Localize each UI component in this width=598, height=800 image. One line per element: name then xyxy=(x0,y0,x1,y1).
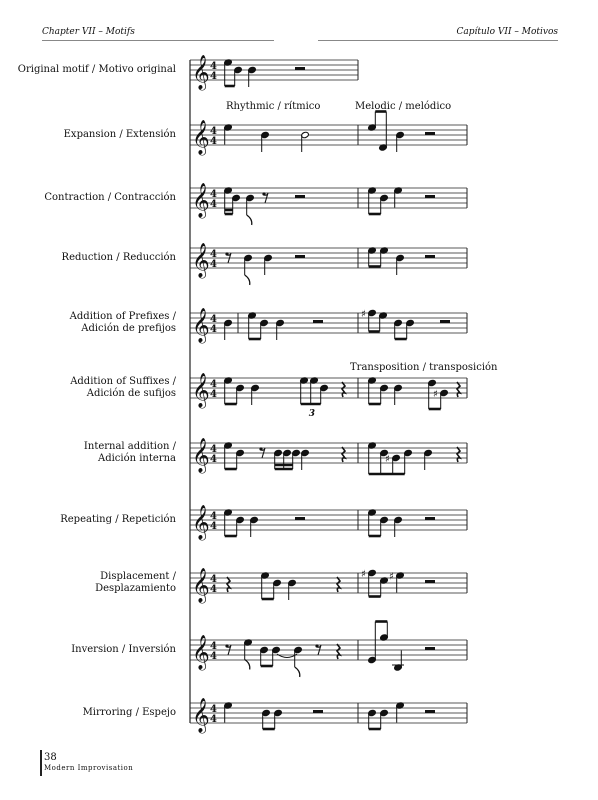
row-label-line: Inversion / Inversión xyxy=(71,644,176,655)
row-label-line: Repeating / Repetición xyxy=(60,514,176,525)
time-signature-top: 4 xyxy=(210,704,217,715)
quarter-rest xyxy=(337,577,340,592)
header-chapter-es: Capítulo VII – Motivos xyxy=(456,27,558,37)
time-signature-bottom: 4 xyxy=(210,324,217,335)
half-rest xyxy=(425,255,435,258)
half-rest xyxy=(313,320,323,323)
time-signature-bottom: 4 xyxy=(210,389,217,400)
time-signature-bottom: 4 xyxy=(210,651,217,662)
half-rest xyxy=(295,517,305,520)
row-label-line: Displacement / xyxy=(100,571,176,582)
header-chapter-en: Chapter VII – Motifs xyxy=(42,27,135,37)
treble-clef: 𝄞 xyxy=(192,183,210,218)
treble-clef: 𝄞 xyxy=(192,505,210,540)
row-label-line: Adición de prefijos xyxy=(81,323,176,334)
half-rest xyxy=(425,195,435,198)
row-label-line: Desplazamiento xyxy=(95,583,176,594)
quarter-rest xyxy=(342,382,345,397)
treble-clef: 𝄞 xyxy=(192,698,210,733)
annotation-transposition: Transposition / transposición xyxy=(350,362,498,373)
time-signature-top: 4 xyxy=(210,444,217,455)
time-signature-bottom: 4 xyxy=(210,199,217,210)
time-signature-top: 4 xyxy=(210,126,217,137)
footer-bar xyxy=(40,750,42,776)
quarter-rest xyxy=(337,644,340,659)
treble-clef: 𝄞 xyxy=(192,120,210,155)
half-rest xyxy=(295,255,305,258)
page-number: 38 xyxy=(44,752,57,763)
treble-clef: 𝄞 xyxy=(192,438,210,473)
quarter-rest xyxy=(227,577,230,592)
tie xyxy=(277,654,297,658)
sharp-sign: ♯ xyxy=(361,569,366,580)
half-rest xyxy=(295,195,305,198)
time-signature-top: 4 xyxy=(210,511,217,522)
book-title: Modern Improvisation xyxy=(44,764,134,772)
row-label-line: Internal addition / xyxy=(83,441,176,452)
triplet-mark: 3 xyxy=(308,409,315,419)
sharp-sign: ♯ xyxy=(385,454,390,465)
row-label-line: Addition of Prefixes / xyxy=(69,311,176,322)
time-signature-bottom: 4 xyxy=(210,259,217,270)
quarter-rest xyxy=(342,447,345,462)
treble-clef: 𝄞 xyxy=(192,373,210,408)
note-flag xyxy=(247,215,252,225)
row-label-line: Mirroring / Espejo xyxy=(82,707,176,718)
time-signature-top: 4 xyxy=(210,641,217,652)
half-rest xyxy=(295,67,305,70)
half-rest xyxy=(425,132,435,135)
time-signature-bottom: 4 xyxy=(210,584,217,595)
time-signature-bottom: 4 xyxy=(210,136,217,147)
half-rest xyxy=(313,710,323,713)
time-signature-top: 4 xyxy=(210,379,217,390)
half-rest xyxy=(425,580,435,583)
row-label-line: Reduction / Reducción xyxy=(61,252,176,263)
row-label-line: Contraction / Contracción xyxy=(44,192,176,203)
time-signature-bottom: 4 xyxy=(210,714,217,725)
time-signature-bottom: 4 xyxy=(210,454,217,465)
time-signature-top: 4 xyxy=(210,314,217,325)
sharp-sign: ♯ xyxy=(389,571,394,583)
treble-clef: 𝄞 xyxy=(192,243,210,278)
sharp-sign: ♯ xyxy=(433,389,438,400)
half-rest xyxy=(425,517,435,520)
time-signature-top: 4 xyxy=(210,61,217,72)
time-signature-top: 4 xyxy=(210,574,217,585)
note-flag xyxy=(245,660,250,670)
sharp-sign: ♯ xyxy=(361,309,366,320)
annotation-rhythmic: Rhythmic / rítmico xyxy=(226,101,321,112)
half-rest xyxy=(425,710,435,713)
half-rest xyxy=(440,320,450,323)
row-label-line: Expansion / Extensión xyxy=(63,129,176,140)
time-signature-top: 4 xyxy=(210,189,217,200)
treble-clef: 𝄞 xyxy=(192,55,210,90)
annotation-melodic: Melodic / melódico xyxy=(355,101,452,112)
quarter-rest xyxy=(457,382,460,397)
row-label-line: Adición de sufijos xyxy=(86,388,176,399)
treble-clef: 𝄞 xyxy=(192,635,210,670)
treble-clef: 𝄞 xyxy=(192,308,210,343)
time-signature-bottom: 4 xyxy=(210,71,217,82)
row-label-line: Adición interna xyxy=(97,453,176,464)
row-label-line: Original motif / Motivo original xyxy=(17,64,176,75)
time-signature-top: 4 xyxy=(210,249,217,260)
treble-clef: 𝄞 xyxy=(192,568,210,603)
half-rest xyxy=(425,647,435,650)
note-flag xyxy=(295,667,300,677)
quarter-rest xyxy=(457,447,460,462)
note-flag xyxy=(245,275,250,285)
row-label-line: Addition of Suffixes / xyxy=(70,376,176,387)
time-signature-bottom: 4 xyxy=(210,521,217,532)
